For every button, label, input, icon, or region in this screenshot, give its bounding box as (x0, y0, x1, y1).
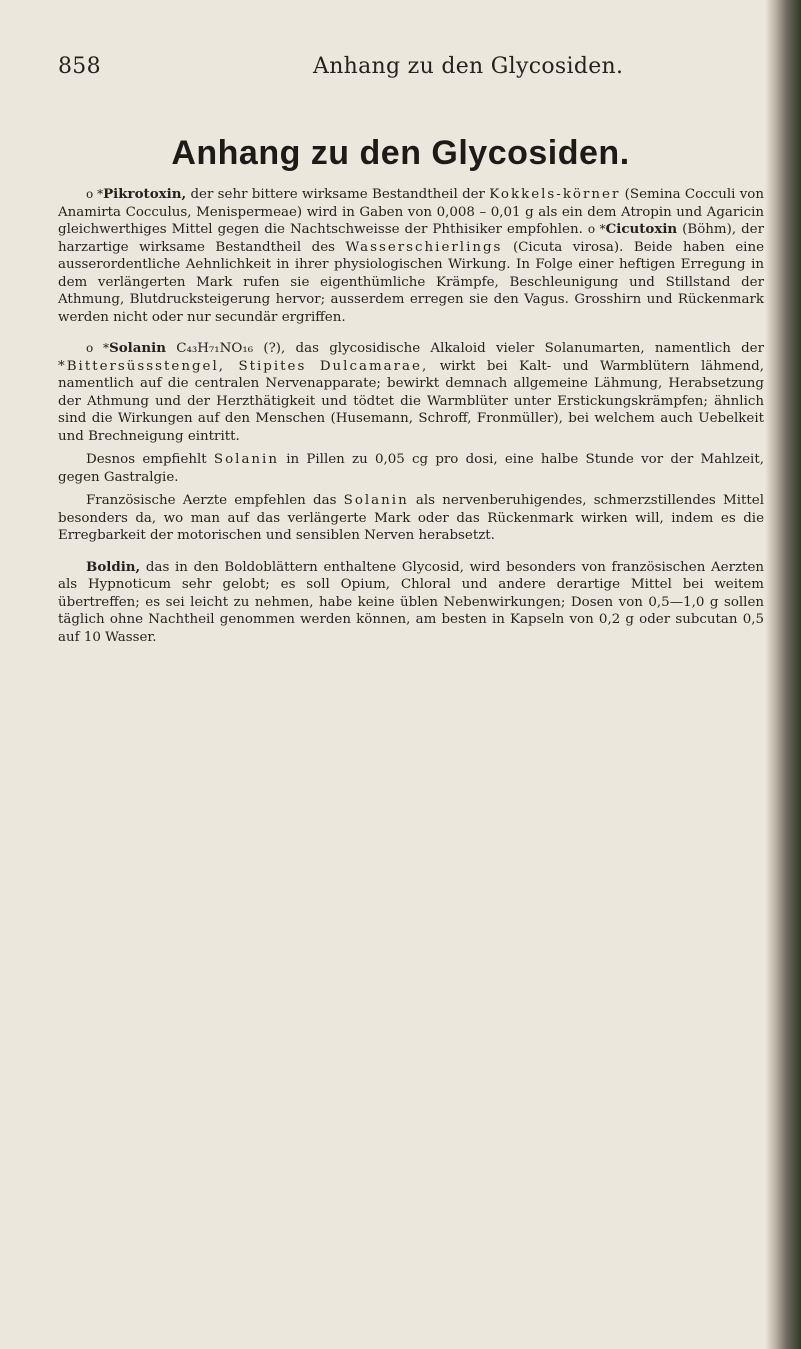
text-run: das in den Boldoblättern enthaltene Glycosid, wird besonders von französischen Aerzten als Hypnoticum sehr gelobt; es soll Opium, Chloral und andere derartige Mittel bei weitem übertreffen; es sei leicht zu nehmen, habe keine üblen Nebenwirkungen; Dosen von 0,5—1,0 g sollen täglich ohne Nachtheil genommen werden können, am besten in Kapseln von 0,2 g oder subcutan 0,5 auf 10 Wasser. (58, 559, 764, 645)
running-head: Anhang zu den Glycosiden. (313, 54, 624, 79)
term-pikrotoxin: Pikrotoxin, (103, 186, 187, 202)
text-run: Französische Aerzte empfehlen das (86, 493, 344, 508)
text-run: C₄₃H₇₁NO₁₆ (?), das glycosidische Alkaloid vieler Solanumarten, namentlich der (166, 341, 764, 356)
page-edge-shadow (765, 0, 801, 1349)
marker: o * (86, 341, 110, 355)
text-run: Desnos empfiehlt (86, 452, 214, 467)
text-run: der sehr bittere wirksame Bestandtheil der (186, 187, 490, 202)
term-cicutoxin: Cicutoxin (605, 221, 678, 237)
paragraph-desnos (58, 451, 764, 486)
marker: o * (587, 222, 606, 236)
spaced-term: Solanin (213, 452, 279, 467)
spaced-term: Solanin (343, 493, 409, 508)
text-run: (Semina Cocculi von Anamirta Cocculus, Menispermeae) wird in Gaben von 0,008 – 0,01 g als ein dem Atropin und Agaricin gleichwerthiges Mittel gegen die Nachtschweisse der Phthisiker empfohlen. (58, 187, 764, 237)
term-boldin: Boldin, (86, 558, 141, 575)
paragraph-pikrotoxin (58, 186, 764, 326)
running-header (58, 54, 758, 86)
paragraph-boldin (58, 559, 764, 647)
paragraph-solanin (58, 340, 764, 445)
spaced-term: *Bittersüssstengel, Stipites Dulcamarae, (58, 358, 429, 374)
spaced-term: Wasserschierlings (345, 239, 503, 255)
marker: o * (86, 187, 104, 201)
page-number: 858 (58, 54, 101, 79)
text-run: in Pillen zu 0,05 cg pro dosi, eine halbe Stunde vor der Mahlzeit, gegen Gastralgie. (58, 452, 764, 485)
body-text (58, 186, 764, 652)
paragraph-franzoesische-aerzte (58, 492, 764, 545)
section-title: Anhang zu den Glycosiden. (171, 134, 630, 172)
term-solanin: Solanin (109, 340, 166, 356)
spaced-term: Kokkels-körner (489, 187, 621, 202)
text-run: wirkt bei Kalt- und Warmblütern lähmend, namentlich auf die centralen Nervenapparate; bewirkt demnach allgemeine Lähmung, Herabsetzung der Athmung und der Herzthätigkeit und tödtet die Warmblüter unter Erstickungskrämpfen; ähnlich sind die Wirkungen auf den Menschen (Husemann, Schroff, Fronmüller), bei welchem auch Uebelkeit und Brechneigung eintritt. (58, 358, 764, 444)
text-run: (Böhm), der harzartige wirksame Bestandtheil des (58, 222, 764, 255)
text-run: als nervenberuhigendes, schmerzstillendes Mittel besonders da, wo man auf das verlängerte Mark oder das Rückenmark wirken will, indem es die Erregbarkeit der motorischen und sensiblen Nerven herabsetzt. (58, 493, 764, 543)
text-run: (Cicuta virosa). Beide haben eine ausserordentliche Aehnlichkeit in ihrer physiologischen Wirkung. In Folge einer heftigen Erregung in dem verlängerten Mark rufen sie eigenthümliche Krämpfe, Beschleunigung und Stillstand der Athmung, Blutdrucksteigerung hervor; ausserdem erregen sie den Vagus. Grosshirn und Rückenmark werden nicht oder nur secundär ergriffen. (58, 239, 764, 325)
